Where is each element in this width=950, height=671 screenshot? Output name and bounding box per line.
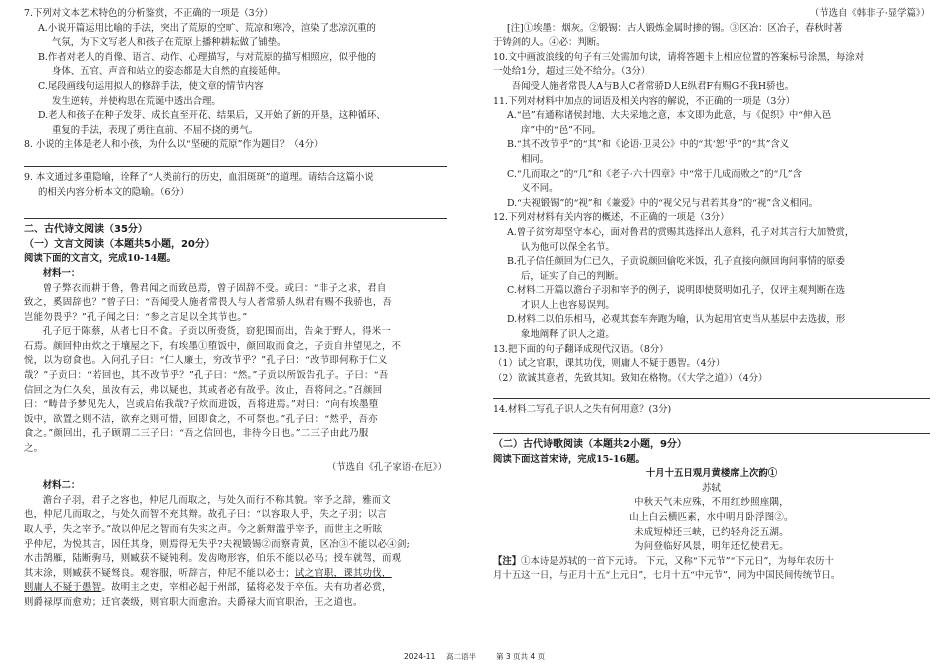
footnote-line-1: [注]①埃墨：烟灰。②锻锡：古人锻炼金属时掺的锡。③区冶：区冶子，春秋时著 [507, 22, 843, 34]
question-13: 13.把下面的句子翻译成现代汉语。（8分） [493, 343, 669, 355]
poem-note-line-2: 月十五这一日，与正月十五“上元日”，七月十五“中元节”，同为中国民间传统节日。 [493, 570, 841, 582]
m2-line: 水击鹄雁，陆断驹马，则臧获不疑钝利。发齿吻形容，伯乐不能以必马；授车就驾，而观 [24, 553, 402, 565]
m1-line: 哉？”子贡曰：“若回也，其不改节乎？”孔子曰：“然。”子贡以所饭告孔子。子曰：“吾 [24, 370, 389, 382]
poem-line: 未成短棹还三峡，已约轻舟泛五湖。 [634, 526, 789, 538]
m1-line: 悦，以为窃食也。入问孔子曰：“仁人廉士，穷改节乎？”孔子曰：“改节即何称于仁义 [24, 355, 388, 367]
section-2b-heading: （二）古代诗歌阅读（本题共2小题，9分） [493, 439, 687, 451]
m2-line: 取人乎，失之宰予。”故以仲尼之智而有失实之声。今之新辩滥乎宰予，而世主之听眩 [24, 524, 383, 535]
question-8: 8. 小说的主体是老人和小孩，为什么以“坚硬的荒原”作为题目？（4分） [24, 139, 324, 151]
material-1-label: 材料一： [42, 267, 81, 279]
poem-note-line-1: 【注】①本诗是苏轼的一首下元诗。 下元，又称“下元节”“下元日”，为每年农历十 [493, 555, 834, 567]
material-1-source: （节选自《孔子家语·在厄》） [326, 461, 447, 473]
material-2-text: 澹台子羽，君子之容也，仲尼几而取之，与处久而行不称其貌。宰予之辞，雅而文 也，仲尼几而取之，与处久而智不充其辩。故孔子曰：“以容取人乎，失之子羽；以言 取人乎，失之宰予。”故以仲尼之智而有失实之声。今之新辩滥乎宰予，而世主之听眩 乎仲尼，为悦其言，因任其身，则焉得无失乎?夫视锻锡②而察青黄，区冶③不能以必④剑; 水击鹄雁，陆断驹马，则臧获不疑钝利。发齿吻形容，伯乐不能以必马；授车就驾，而观 其末涂，则臧获不疑驽良。观容服，听辞言，仲尼不能以必士；试之官职，课其功伐， 则庸人不疑于愚智。故明主之吏，宰相必起于州部，猛将必发于卒伍。夫有功者必赏， 则爵禄厚而愈劝；迁官袭级，则官职大而愈治。夫爵禄大而官职治，王之道也。 [24, 494, 447, 611]
m2-line: 乎仲尼，为悦其言，因任其身，则焉得无失乎?夫视锻锡②而察青黄，区冶③不能以必④剑; [24, 538, 411, 550]
question-7-option-d: D.老人和孩子在种子发芽、成长直至开花、结果后，又开始了新的开垦，这种循环、 重复的手法，表现了勇往直前、不屈不挠的勇气。 [38, 110, 386, 136]
m2-line: 澹台子羽，君子之容也，仲尼几而取之，与处久而行不称其貌。宰予之辞，雅而文 [42, 494, 392, 506]
underlined-sentence: 试之官职，课其功伐， [294, 567, 392, 579]
question-13-item-2: （2）欲诚其意者，先致其知。致知在格物。（《大学之道》）（4分） [493, 372, 768, 384]
poem-line: 山上白云横匹素，水中明月卧浮图②。 [629, 512, 794, 523]
question-9-line-1: 9. 本文通过多重隐喻，诠释了“人类前行的历史，血泪斑斑”的道理。请结合这篇小说 [24, 171, 374, 183]
poem-author: 苏轼 [702, 482, 721, 494]
footnote-line-2: 于铸剑的人。④必：判断。 [493, 37, 606, 49]
question-12-option-d: D.材料二以伯乐相马，必观其套车奔跑为喻，认为起用官吏当从基层中去选拔，形 象地阐释了识人之道。 [507, 314, 846, 341]
question-7-option-a: A.小说开篇运用比喻的手法，突出了荒原的空旷、荒凉和寒冷，渲染了悲凉沉重的 气氛，为下文写老人和孩子在荒原上播种耕耘做了铺垫。 [38, 22, 376, 49]
question-7-option-b: B.作者对老人的肖像、语言、动作、心理描写，与对荒原的描写相照应，似乎他的 身体、五官、声音和站立的姿态都是大自然的直接延伸。 [38, 51, 376, 78]
material-2-source: （节选自《韩非子·显学篇》） [809, 8, 930, 19]
question-14: 14.材料二写孔子识人之失有何用意？(3分) [493, 404, 672, 416]
m1-line: 孔子厄于陈蔡，从者七日不食。子贡以所赍货，窃犯围而出，告籴于野人，得米一 [42, 326, 392, 338]
question-10-line-1: 10.文中画波浪线的句子有三处需加句读，请将答题卡上相应位置的答案标号涂黑，每涂对 [493, 51, 865, 63]
question-13-item-1: （1）试之官职，课其功伐，则庸人不疑于愚智。（4分） [493, 358, 726, 370]
question-11-option-d: D.“夫视锻锡”的“视”和《兼爱》中的“视父兄与君若其身”的“视”含义相同。 [507, 197, 819, 209]
underlined-sentence-2: 则庸人不疑于愚智 [24, 582, 102, 594]
answer-line [493, 398, 930, 399]
m1-line: 曾子弊衣而耕于鲁，鲁君闻之而致邑焉，曾子固辞不受。或曰：“非子之求，君自 [42, 282, 387, 294]
question-10-line-2: 一处给1分，超过三处不给分。（3分） [493, 66, 651, 78]
poem-body [493, 496, 930, 554]
footer-date: 2024-11 [404, 652, 436, 661]
question-12-option-b: B.孔子信任颜回为仁已久，子贡说颜回偷吃米饭，孔子直接向颜回询问事情的原委 后，证实了自己的判断。 [507, 256, 845, 282]
answer-line [24, 166, 447, 167]
m1-line: 石焉。颜回仲由炊之于壤屋之下，有埃墨①堕饭中，颜回取而食之，子贡自井望见之，不 [24, 340, 402, 352]
question-12-option-a: A.曾子贫穷却坚守本心，面对鲁君的赏赐其选择出人意料，孔子对其言行大加赞赏， 认为他可以保全名节。 [507, 226, 855, 253]
question-10-sentence: 吾闻受人施者常畏人A与B人C者常骄D人E纵君F有赐G不我H骄也。 [511, 80, 795, 92]
right-column [493, 7, 930, 584]
question-7: 7.下列对文本艺术特色的分析鉴赏，不正确的一项是（3分） [24, 8, 274, 19]
m1-line: 曰：“畴昔予梦见先人，岂或启佑我哉?子炊而进饭，吾将进焉。”对曰：“向有埃墨堕 [24, 399, 379, 411]
m1-line: 之。 [24, 443, 44, 455]
answer-line [493, 433, 930, 434]
m1-line: 岂能勿畏乎？”孔子闻之曰：“参之言足以全其节也。” [24, 311, 248, 323]
m2-line: 也，仲尼几而取之，与处久而智不充其辩。故孔子曰：“以容取人乎，失之子羽；以言 [24, 509, 388, 521]
footer-subject: 高二语半 [446, 652, 476, 661]
poem-line: 中秋天气未应殊，不用红纱照座隅， [634, 497, 789, 509]
left-column [24, 7, 447, 611]
m1-line: 饭中，欲置之则不洁，欲弃之则可惜，回即食之，不可祭也。”孔子曰：“然乎，吾亦 [24, 413, 378, 425]
poem-title: 十月十五日观月黄楼席上次韵① [645, 468, 778, 480]
m1-line: 信回之为仁久矣，虽汝有云，弗以疑也，其或者必有故乎。汝止，吾将问之。”召颜回 [24, 384, 383, 396]
reading-instruction: 阅读下面的文言文，完成10-14题。 [24, 253, 176, 265]
m1-line: 食之。”颜回出，孔子顾谓二三子曰：“吾之信回也，非待今日也。”二三子由此乃服 [24, 428, 369, 440]
section-2a-heading: （一）文言文阅读（本题共5小题，20分） [24, 238, 215, 250]
question-11-option-a: A.“邑”有通称诸侯封地、大夫采地之意，本文即为此意，与《促织》中“伸入邑 庠”中的“邑”不同。 [507, 110, 832, 136]
material-2-label: 材料二： [42, 480, 81, 492]
question-11: 11.下列对材料中加点的词语及相关内容的解说，不正确的一项是（3分） [493, 95, 796, 107]
poem-instruction: 阅读下面这首宋诗，完成15-16题。 [493, 453, 645, 465]
question-11-option-c: C.“几而取之”的“几”和《老子·六十四章》中“常于几成而败之”的“几”含 义不同。 [507, 168, 802, 195]
footer-page: 第 3 页共 4 页 [496, 652, 546, 661]
question-11-option-b: B.“其不改节乎”的“其”和《论语·卫灵公》中的“其‘恕’乎”的“其”含义 相同。 [507, 139, 790, 165]
question-12: 12.下列对材料有关内容的概述，不正确的一项是（3分） [493, 212, 730, 224]
question-12-option-c: C.材料二开篇以澹台子羽和宰予的例子，说明即使贤明如孔子，仅评主观判断在选 才识人上也容易误判。 [507, 285, 845, 311]
material-1-text [24, 282, 447, 457]
question-9-line-2: 的相关内容分析本文的隐喻。（6分） [38, 186, 190, 198]
answer-line [24, 218, 447, 219]
poem-line: 为问登临好风景，明年还忆使君无。 [634, 541, 789, 553]
m1-line: 致之，奚固辞也？”曾子曰：“吾闻受人施者常畏人与人者常骄人纵君有赐不我骄也，吾 [24, 297, 393, 309]
section-2-heading: 二、古代诗文阅读（35分） [24, 224, 148, 236]
question-7-option-c: C.尾段画线句运用拟人的修辞手法，使文章的情节内容 发生逆转，并使构思在荒诞中透出合理。 [38, 80, 264, 107]
